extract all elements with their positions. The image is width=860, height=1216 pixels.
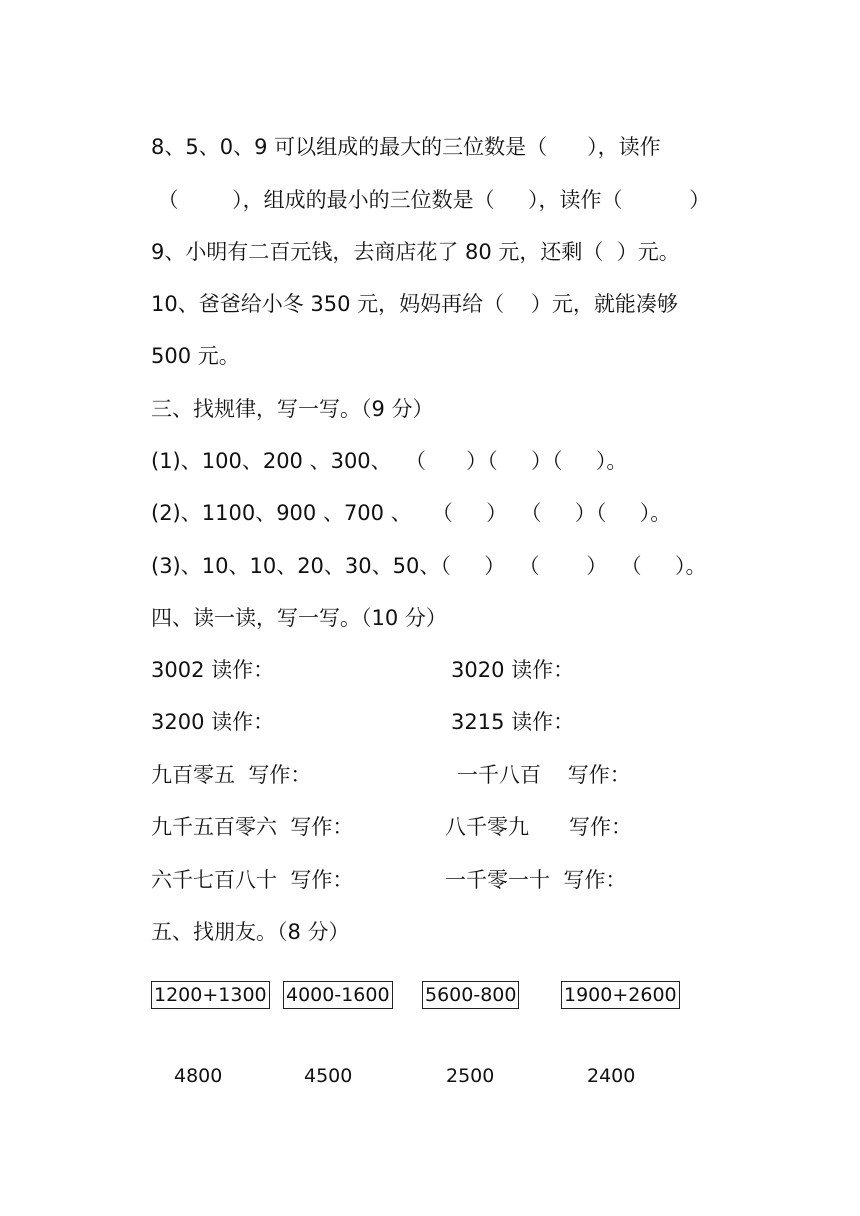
- read-item-right: 3020 读作：: [451, 658, 575, 682]
- expression-box: 5600-800: [422, 981, 519, 1009]
- pattern-row-1: (1)、100、200 、300、 （ ）（ ）（ ）。: [151, 449, 628, 473]
- section-3-heading: 三、找规律，写一写。（9 分）: [151, 397, 434, 421]
- write-item-right: 一千零一十 写作：: [445, 868, 627, 892]
- read-item-right: 3215 读作：: [451, 710, 575, 734]
- section-4-heading: 四、读一读，写一写。（10 分）: [151, 606, 447, 630]
- pattern-row-2: (2)、1100、900 、700 、 （ ） （ ）（ ）。: [151, 501, 672, 525]
- answer-number: 4800: [174, 1065, 223, 1087]
- answer-number: 2500: [446, 1065, 495, 1087]
- expression-box: 4000-1600: [283, 981, 393, 1009]
- question-10-line-1: 10、爸爸给小冬 350 元，妈妈再给（ ）元，就能凑够: [151, 292, 678, 316]
- write-item-left: 九千五百零六 写作：: [151, 815, 354, 839]
- write-item-right: 八千零九 写作：: [445, 815, 633, 839]
- pattern-row-3: (3)、10、10、20、30、50、（ ） （ ） （ ）。: [151, 554, 707, 578]
- question-8-line-1: 8、5、0、9 可以组成的最大的三位数是（ ），读作: [151, 135, 661, 159]
- expression-box: 1900+2600: [561, 981, 680, 1009]
- answer-number: 4500: [304, 1065, 353, 1087]
- question-9: 9、小明有二百元钱，去商店花了 80 元，还剩（ ）元。: [151, 240, 680, 264]
- answer-number: 2400: [587, 1065, 636, 1087]
- write-item-left: 九百零五 写作：: [151, 763, 312, 787]
- read-item-left: 3002 读作：: [151, 658, 275, 682]
- section-5-heading: 五、找朋友。（8 分）: [151, 920, 350, 944]
- question-10-line-2: 500 元。: [151, 344, 240, 368]
- write-item-right: 一千八百 写作：: [457, 763, 631, 787]
- read-item-left: 3200 读作：: [151, 710, 275, 734]
- write-item-left: 六千七百八十 写作：: [151, 868, 354, 892]
- expression-box: 1200+1300: [151, 981, 270, 1009]
- question-8-line-2: （ ），组成的最小的三位数是（ ），读作（ ）: [151, 188, 711, 212]
